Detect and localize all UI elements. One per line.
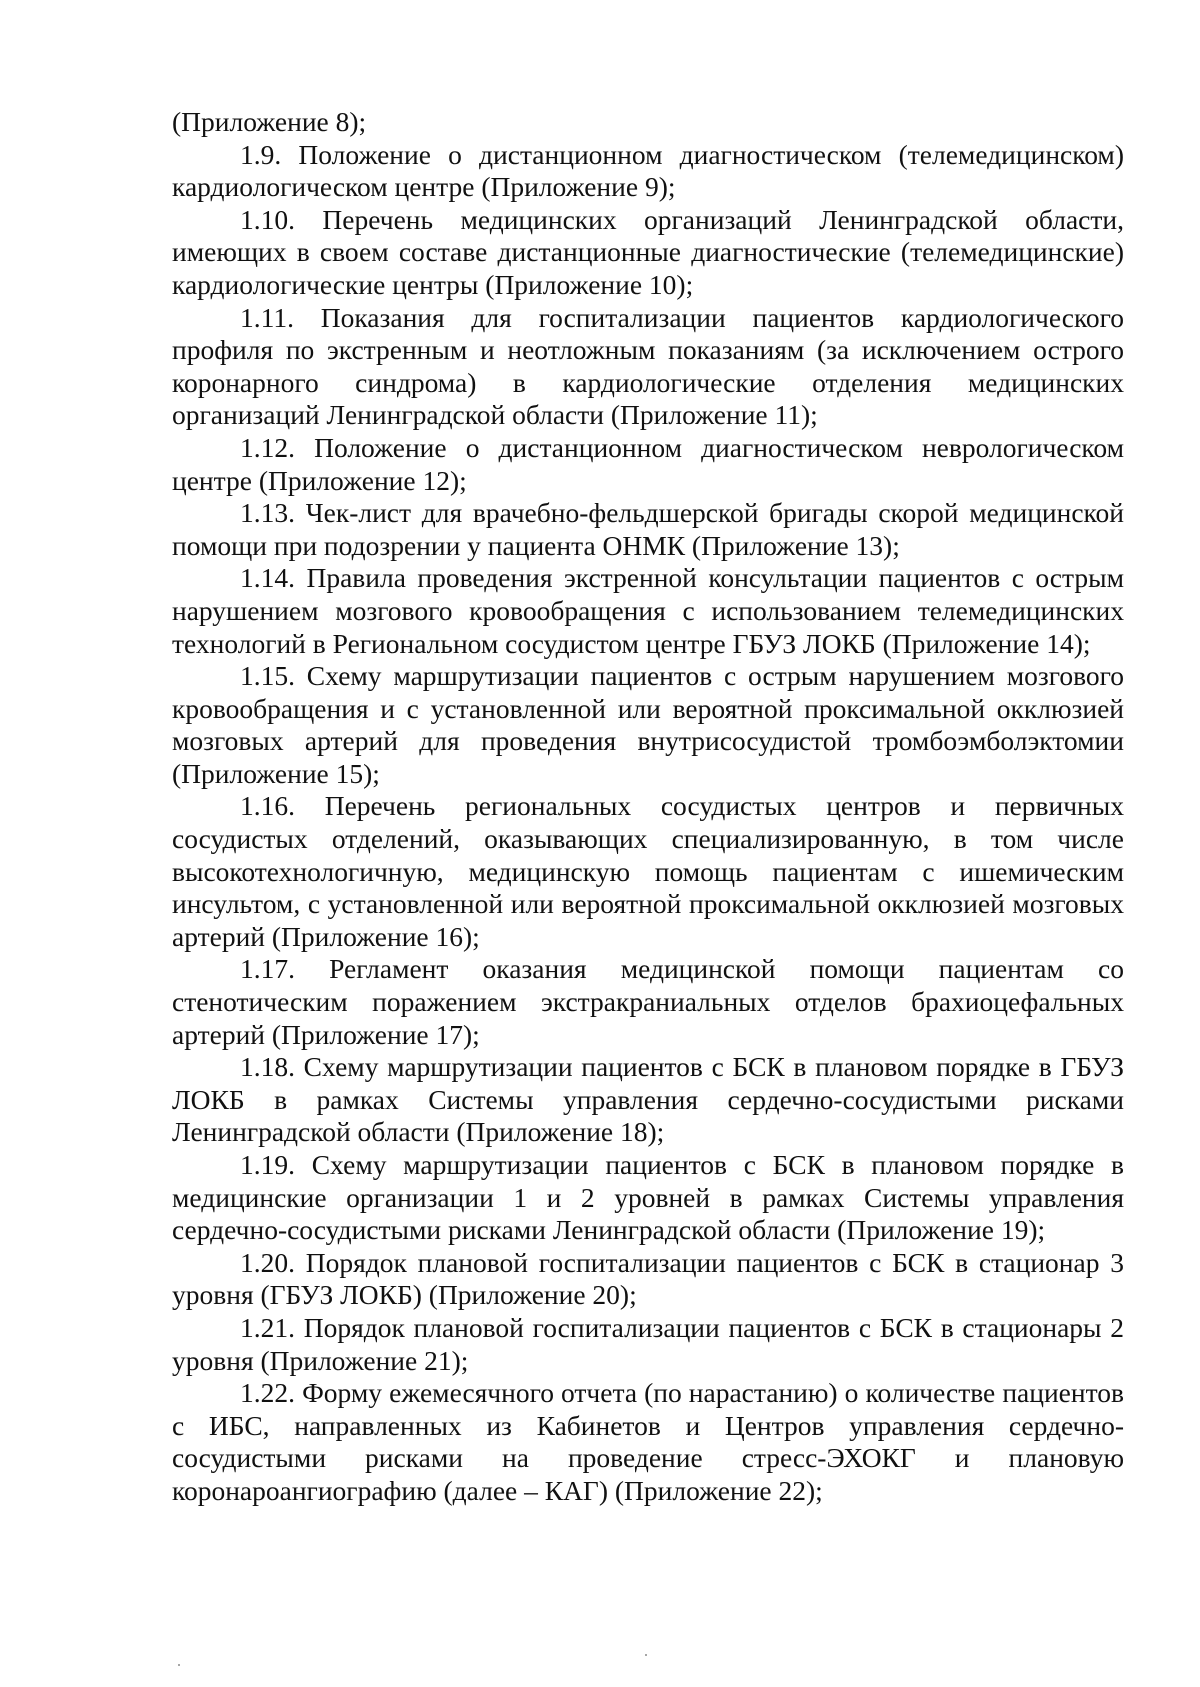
paragraph-1-18: 1.18. Схему маршрутизации пациентов с БСК в плановом порядке в ГБУЗ ЛОКБ в рамках Системы управления сердечно-сосудистыми рисками Ленинградской области (Приложение 18); <box>172 1051 1124 1148</box>
paragraph-appendix-8-tail: (Приложение 8); <box>172 106 367 137</box>
paragraph-1-14: 1.14. Правила проведения экстренной консультации пациентов с острым нарушением мозгового кровообращения с использованием телемедицинских технологий в Региональном сосудистом центре ГБУЗ ЛОКБ (Приложение 14); <box>172 562 1124 659</box>
paragraph-1-13: 1.13. Чек-лист для врачебно-фельдшерской бригады скорой медицинской помощи при подозрении у пациента ОНМК (Приложение 13); <box>172 497 1124 561</box>
paragraph-1-10: 1.10. Перечень медицинских организаций Ленинградской области, имеющих в своем составе дистанционные диагностические (телемедицинские) кардиологические центры (Приложение 10); <box>172 203 1124 300</box>
document-body <box>172 106 1124 1508</box>
paragraph-1-12: 1.12. Положение о дистанционном диагностическом неврологическом центре (Приложение 12); <box>172 431 1124 496</box>
scan-speck <box>645 1654 647 1656</box>
paragraph-1-11: 1.11. Показания для госпитализации пациентов кардиологического профиля по экстренным и неотложным показаниям (за исключением острого коронарного синдрома) в кардиологические отделения медицинских организаций Ленинградской области (Приложение 11); <box>172 301 1124 431</box>
paragraph-1-15: 1.15. Схему маршрутизации пациентов с острым нарушением мозгового кровообращения и с установленной или вероятной проксимальной окклюзией мозговых артерий для проведения внутрисосудистой тромбоэмболэктомии (Приложение 15); <box>172 660 1124 789</box>
paragraph-1-21: 1.21. Порядок плановой госпитализации пациентов с БСК в стационары 2 уровня (Приложение 21); <box>172 1311 1124 1376</box>
paragraph-1-9: 1.9. Положение о дистанционном диагностическом (телемедицинском) кардиологическом центре (Приложение 9); <box>172 138 1124 203</box>
paragraph-1-22: 1.22. Форму ежемесячного отчета (по нарастанию) о количестве пациентов с ИБС, направленных из Кабинетов и Центров управления сердечно-сосудистыми рисками на проведение стресс-ЭХОКГ и плановую коронароангиографию (далее – КАГ) (Приложение 22); <box>172 1377 1124 1506</box>
paragraph-1-16: 1.16. Перечень региональных сосудистых центров и первичных сосудистых отделений, оказывающих специализированную, в том числе высокотехнологичную, медицинскую помощь пациентам с ишемическим инсультом, с установленной или вероятной проксимальной окклюзией мозговых артерий (Приложение 16); <box>172 790 1124 952</box>
scan-speck <box>178 1664 180 1666</box>
paragraph-1-17: 1.17. Регламент оказания медицинской помощи пациентам со стенотическим поражением экстракраниальных отделов брахиоцефальных артерий (Приложение 17); <box>172 953 1124 1050</box>
paragraph-1-20: 1.20. Порядок плановой госпитализации пациентов с БСК в стационар 3 уровня (ГБУЗ ЛОКБ) (Приложение 20); <box>172 1246 1124 1311</box>
paragraph-1-19: 1.19. Схему маршрутизации пациентов с БСК в плановом порядке в медицинские организации 1 и 2 уровней в рамках Системы управления сердечно-сосудистыми рисками Ленинградской области (Приложение 19); <box>172 1149 1124 1246</box>
